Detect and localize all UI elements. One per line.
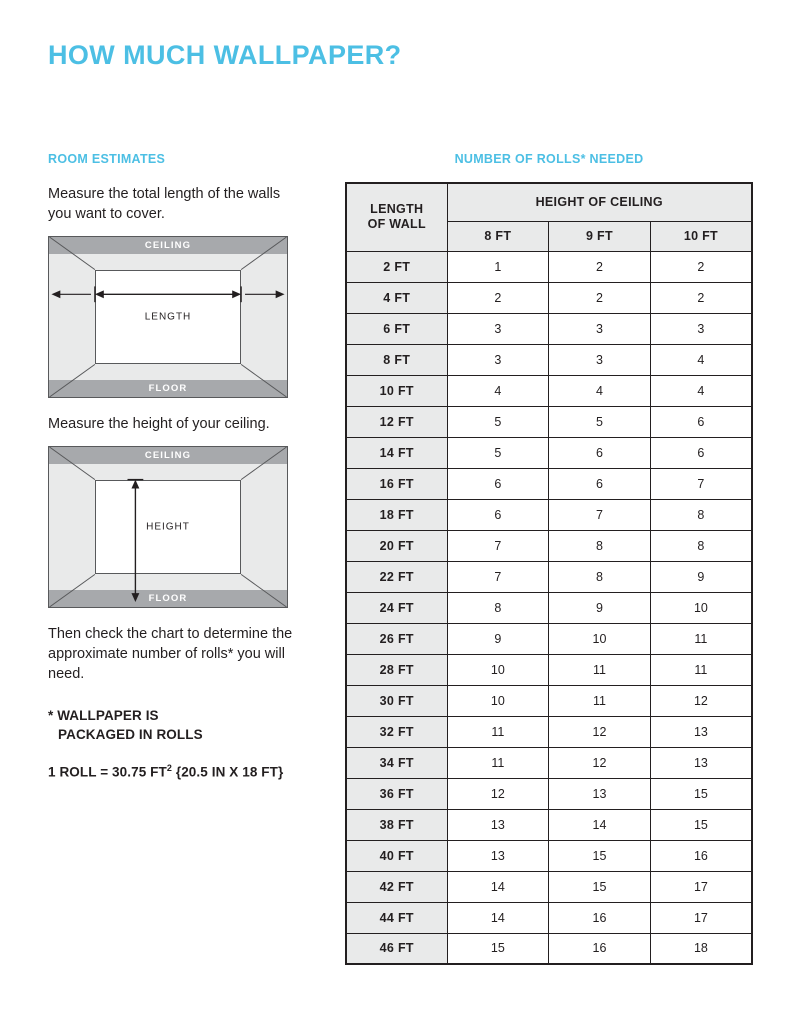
table-row [346, 747, 752, 778]
rolls-value-cell: 2 [650, 251, 752, 282]
wall-length-cell: 24 FT [346, 592, 447, 623]
wall-length-cell: 2 FT [346, 251, 447, 282]
rolls-value-cell: 5 [447, 406, 549, 437]
rolls-value-cell: 3 [549, 344, 651, 375]
rolls-value-cell: 10 [447, 685, 549, 716]
rolls-value-cell: 13 [549, 778, 651, 809]
wall-length-cell: 10 FT [346, 375, 447, 406]
height-of-ceiling-header: HEIGHT OF CEILING [447, 183, 752, 221]
rolls-value-cell: 12 [447, 778, 549, 809]
step-2-text: Measure the height of your ceiling. [48, 416, 270, 432]
rolls-value-cell: 5 [549, 406, 651, 437]
rolls-value-cell: 4 [549, 375, 651, 406]
room-diagram-height [48, 446, 288, 608]
roll-size-note [48, 762, 300, 782]
rolls-value-cell: 8 [447, 592, 549, 623]
rolls-value-cell: 6 [650, 437, 752, 468]
room-diagram-length [48, 236, 288, 398]
table-row [346, 468, 752, 499]
rolls-value-cell: 5 [447, 437, 549, 468]
wall-length-cell: 20 FT [346, 530, 447, 561]
table-row [346, 282, 752, 313]
ceiling-8ft-header: 8 FT [447, 221, 549, 251]
ceiling-band-label: CEILING [49, 237, 287, 254]
rolls-value-cell: 15 [549, 871, 651, 902]
rolls-value-cell: 2 [549, 251, 651, 282]
wall-length-cell: 18 FT [346, 499, 447, 530]
table-row [346, 809, 752, 840]
rolls-value-cell: 3 [447, 344, 549, 375]
wall-length-cell: 44 FT [346, 902, 447, 933]
table-header [346, 183, 752, 251]
roll-size-line-1: 1 ROLL = 30.75 FT [48, 764, 167, 780]
rolls-value-cell: 9 [447, 623, 549, 654]
rolls-value-cell: 10 [549, 623, 651, 654]
rolls-value-cell: 17 [650, 871, 752, 902]
rolls-value-cell: 1 [447, 251, 549, 282]
length-of-wall-header [346, 183, 447, 251]
wall-length-cell: 34 FT [346, 747, 447, 778]
rolls-value-cell: 15 [549, 840, 651, 871]
table-row [346, 530, 752, 561]
table-row [346, 251, 752, 282]
page-title: HOW MUCH WALLPAPER? [48, 40, 402, 70]
table-row [346, 623, 752, 654]
rolls-value-cell: 16 [650, 840, 752, 871]
length-header-line-1: LENGTH [370, 201, 424, 216]
rolls-value-cell: 13 [447, 840, 549, 871]
floor-band-label: FLOOR [49, 380, 287, 397]
wall-length-cell: 14 FT [346, 437, 447, 468]
rolls-value-cell: 3 [447, 313, 549, 344]
rolls-value-cell: 11 [549, 654, 651, 685]
wall-length-cell: 32 FT [346, 716, 447, 747]
table-row [346, 592, 752, 623]
length-measure-label: LENGTH [144, 311, 192, 323]
table-header-row-1 [346, 183, 752, 221]
table-row [346, 840, 752, 871]
rolls-value-cell: 8 [549, 561, 651, 592]
wall-length-cell: 4 FT [346, 282, 447, 313]
rolls-value-cell: 15 [650, 778, 752, 809]
rolls-value-cell: 12 [549, 716, 651, 747]
room-estimates-heading: ROOM ESTIMATES [48, 152, 166, 166]
rolls-value-cell: 8 [650, 499, 752, 530]
length-header-line-2: OF WALL [367, 217, 426, 232]
wall-length-cell: 28 FT [346, 654, 447, 685]
roll-size-superscript: 2 [166, 763, 172, 774]
table-row [346, 344, 752, 375]
rolls-value-cell: 14 [447, 871, 549, 902]
table-row [346, 406, 752, 437]
rolls-value-cell: 8 [650, 530, 752, 561]
wall-length-cell: 40 FT [346, 840, 447, 871]
rolls-value-cell: 2 [549, 282, 651, 313]
rolls-value-cell: 6 [447, 468, 549, 499]
ceiling-10ft-header: 10 FT [650, 221, 752, 251]
rolls-value-cell: 12 [549, 747, 651, 778]
rolls-value-cell: 8 [549, 530, 651, 561]
room-estimates-section [48, 152, 300, 782]
table-row [346, 871, 752, 902]
rolls-needed-table [345, 182, 753, 965]
ceiling-9ft-header: 9 FT [549, 221, 651, 251]
rolls-value-cell: 3 [650, 313, 752, 344]
table-row [346, 313, 752, 344]
footnote-line-2: PACKAGED IN ROLLS [58, 727, 203, 743]
footnote-line-1: * WALLPAPER IS [48, 708, 159, 723]
wallpaper-footnote [48, 706, 300, 744]
table-row [346, 778, 752, 809]
rolls-value-cell: 6 [650, 406, 752, 437]
rolls-value-cell: 9 [650, 561, 752, 592]
rolls-value-cell: 17 [650, 902, 752, 933]
wall-length-cell: 8 FT [346, 344, 447, 375]
wall-length-cell: 36 FT [346, 778, 447, 809]
wall-length-cell: 22 FT [346, 561, 447, 592]
rolls-value-cell: 13 [447, 809, 549, 840]
rolls-value-cell: 11 [447, 747, 549, 778]
table-row [346, 499, 752, 530]
table-row [346, 437, 752, 468]
wall-length-cell: 30 FT [346, 685, 447, 716]
rolls-value-cell: 6 [549, 437, 651, 468]
rolls-value-cell: 6 [549, 468, 651, 499]
rolls-value-cell: 4 [447, 375, 549, 406]
rolls-table-section [345, 152, 753, 965]
floor-band-label-2: FLOOR [49, 590, 287, 607]
rolls-value-cell: 13 [650, 716, 752, 747]
rolls-value-cell: 4 [650, 375, 752, 406]
table-row [346, 902, 752, 933]
wall-length-cell: 16 FT [346, 468, 447, 499]
rolls-value-cell: 10 [650, 592, 752, 623]
rolls-value-cell: 11 [447, 716, 549, 747]
rolls-value-cell: 12 [650, 685, 752, 716]
rolls-value-cell: 16 [549, 933, 651, 964]
table-row [346, 561, 752, 592]
rolls-value-cell: 11 [549, 685, 651, 716]
wall-length-cell: 6 FT [346, 313, 447, 344]
rolls-value-cell: 11 [650, 623, 752, 654]
rolls-value-cell: 9 [549, 592, 651, 623]
rolls-value-cell: 14 [447, 902, 549, 933]
height-measure-label: HEIGHT [146, 521, 190, 533]
rolls-value-cell: 15 [650, 809, 752, 840]
rolls-value-cell: 4 [650, 344, 752, 375]
wall-length-cell: 46 FT [346, 933, 447, 964]
table-row [346, 933, 752, 964]
table-row [346, 716, 752, 747]
step-3-text: Then check the chart to determine the approximate number of rolls* you will need. [48, 626, 293, 682]
rolls-value-cell: 15 [447, 933, 549, 964]
rolls-value-cell: 14 [549, 809, 651, 840]
rolls-table-heading: NUMBER OF ROLLS* NEEDED [454, 152, 644, 166]
rolls-value-cell: 3 [549, 313, 651, 344]
rolls-value-cell: 13 [650, 747, 752, 778]
rolls-value-cell: 11 [650, 654, 752, 685]
table-row [346, 375, 752, 406]
rolls-value-cell: 10 [447, 654, 549, 685]
table-row [346, 654, 752, 685]
rolls-value-cell: 2 [447, 282, 549, 313]
rolls-value-cell: 7 [650, 468, 752, 499]
wall-length-cell: 38 FT [346, 809, 447, 840]
rolls-value-cell: 6 [447, 499, 549, 530]
table-body [346, 251, 752, 964]
rolls-value-cell: 18 [650, 933, 752, 964]
rolls-value-cell: 7 [447, 530, 549, 561]
step-1-text: Measure the total length of the walls you want to cover. [48, 186, 281, 222]
table-row [346, 685, 752, 716]
rolls-value-cell: 2 [650, 282, 752, 313]
rolls-value-cell: 7 [447, 561, 549, 592]
wall-length-cell: 42 FT [346, 871, 447, 902]
roll-size-line-2: {20.5 IN X 18 FT} [175, 764, 284, 780]
rolls-value-cell: 7 [549, 499, 651, 530]
wall-length-cell: 26 FT [346, 623, 447, 654]
rolls-value-cell: 16 [549, 902, 651, 933]
wall-length-cell: 12 FT [346, 406, 447, 437]
ceiling-band-label-2: CEILING [49, 447, 287, 464]
